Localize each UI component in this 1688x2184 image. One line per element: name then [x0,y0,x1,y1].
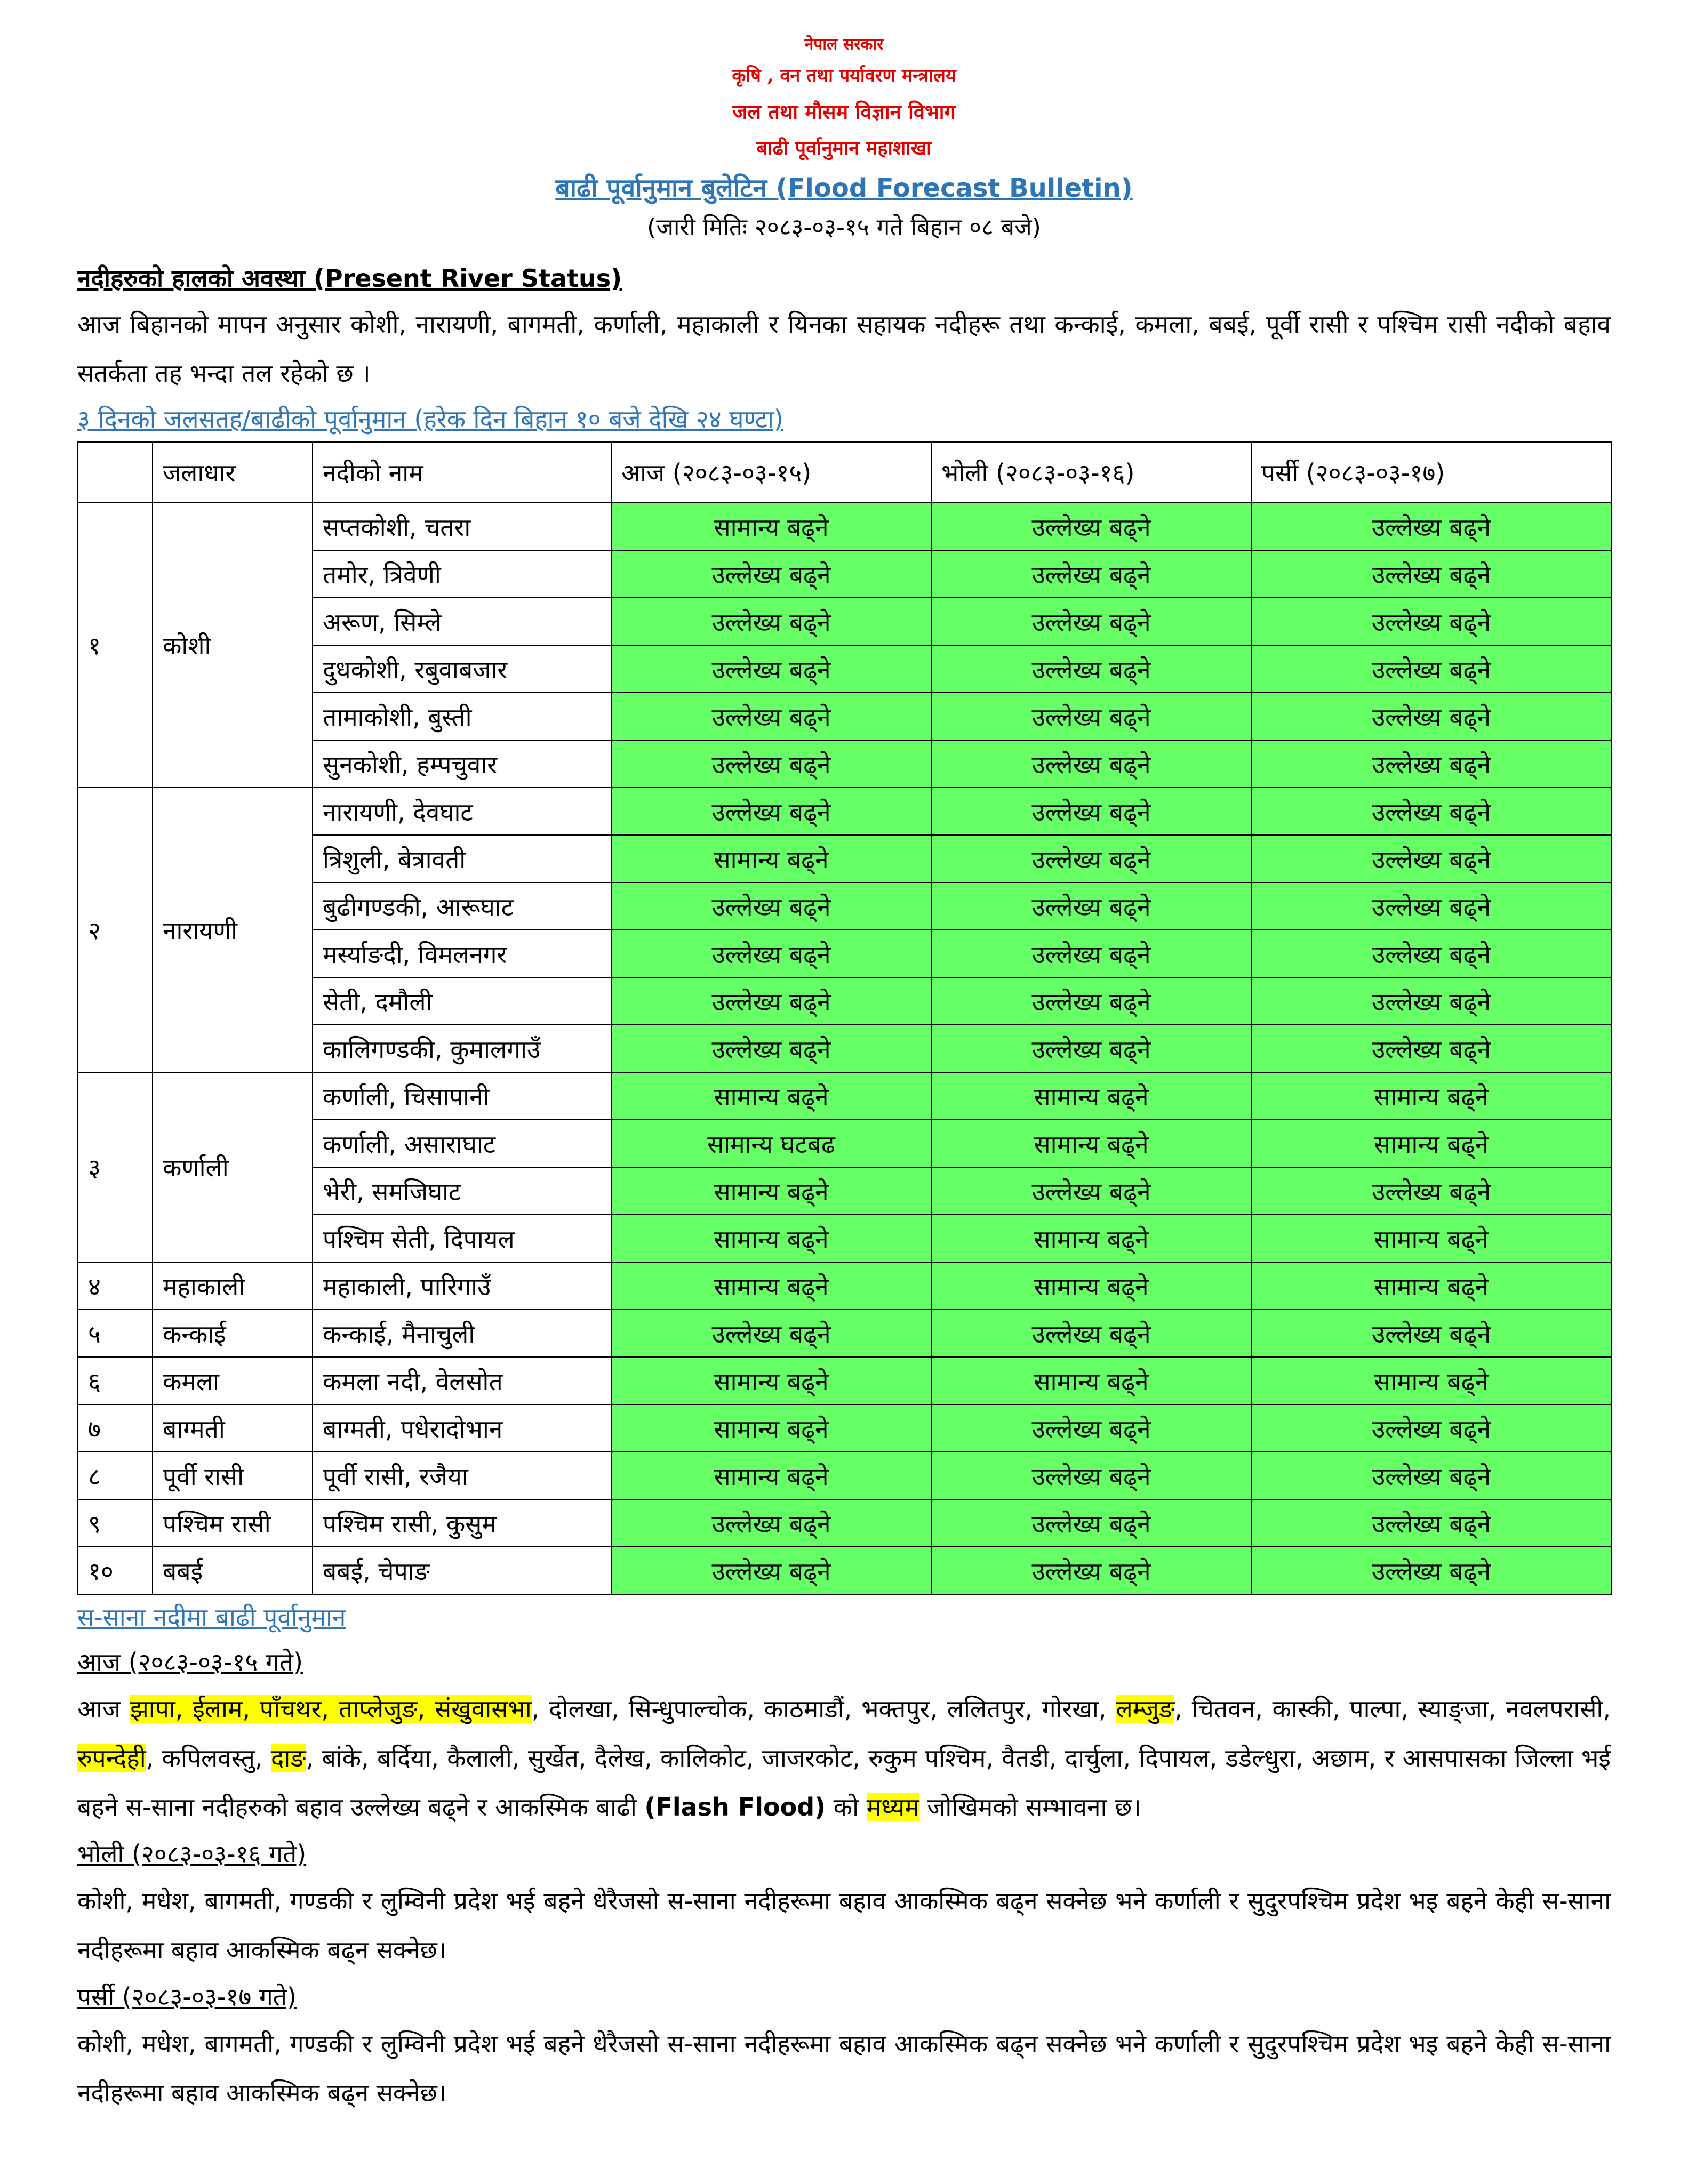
today-level-cell: सामान्य बढ्ने [611,835,931,882]
day-after-level-cell: उल्लेख्य बढ्ने [1251,503,1611,550]
department-name: जल तथा मौसम विज्ञान विभाग [732,100,956,124]
basin-name-cell: कर्णाली [153,1072,313,1262]
river-name-cell: अरूण, सिम्ले [313,598,611,645]
today-level-cell: उल्लेख्य बढ्ने [611,693,931,740]
basin-name-cell: कन्काई [153,1310,313,1357]
small-rivers-heading: स-साना नदीमा बाढी पूर्वानुमान [77,1603,346,1632]
tomorrow-level-cell: सामान्य बढ्ने [931,1262,1251,1310]
day-after-level-cell: सामान्य बढ्ने [1251,1262,1611,1310]
highlighted-text: झापा, ईलाम, पाँचथर, ताप्लेजुङ, संखुवासभा [130,1695,532,1723]
tomorrow-forecast-text: कोशी, मधेश, बागमती, गण्डकी र लुम्विनी प्रदेश भई बहने धेरैजसो स-साना नदीहरूमा बहाव आकस्मिक बढ्न सक्नेछ भने कर्णाली र सुदुरपश्चिम प्रदेश भइ बहने केही स-साना नदीहरूमा बहाव आकस्मिक बढ्न सक्नेछ। [77,1886,1611,1964]
table-row [78,1357,1611,1404]
forecast-heading: ३ दिनको जलसतह/बाढीको पूर्वानुमान (हरेक दिन बिहान १० बजे देखि २४ घण्टा) [77,405,783,433]
river-name-cell: पश्चिम सेती, दिपायल [313,1215,611,1262]
day-after-level-cell: उल्लेख्य बढ्ने [1251,1404,1611,1452]
tomorrow-level-cell: उल्लेख्य बढ्ने [931,1025,1251,1072]
river-name-cell: कर्णाली, असाराघाट [313,1120,611,1167]
river-name-cell: सेती, दमौली [313,977,611,1025]
ministry-name: कृषि , वन तथा पर्यावरण मन्त्रालय [732,65,956,86]
river-name-cell: बाग्मती, पधेरादोभान [313,1404,611,1452]
tomorrow-level-cell: उल्लेख्य बढ्ने [931,1452,1251,1499]
table-row [78,1452,1611,1499]
today-level-cell: उल्लेख्य बढ्ने [611,645,931,693]
tomorrow-level-cell: उल्लेख्य बढ्ने [931,1499,1251,1547]
basin-number-cell: १ [78,503,153,788]
basin-number-cell: ७ [78,1404,153,1452]
text-segment: (Flash Flood) [644,1793,826,1821]
table-header-row [78,442,1611,503]
day-after-level-cell: सामान्य बढ्ने [1251,1072,1611,1120]
today-level-cell: उल्लेख्य बढ्ने [611,1499,931,1547]
tomorrow-level-cell: उल्लेख्य बढ्ने [931,740,1251,788]
tomorrow-level-cell: उल्लेख्य बढ्ने [931,835,1251,882]
day-after-level-cell: उल्लेख्य बढ्ने [1251,1452,1611,1499]
river-name-cell: महाकाली, पारिगाउँ [313,1262,611,1310]
tomorrow-level-cell: सामान्य बढ्ने [931,1120,1251,1167]
col-header-river: नदीको नाम [313,442,611,503]
river-name-cell: तामाकोशी, बुस्ती [313,693,611,740]
today-level-cell: उल्लेख्य बढ्ने [611,1547,931,1594]
tomorrow-label: भोली (२०८३-०३-१६ गते) [77,1840,307,1868]
day-after-level-cell: सामान्य बढ्ने [1251,1120,1611,1167]
day-after-level-cell: उल्लेख्य बढ्ने [1251,693,1611,740]
day-after-label: पर्सी (२०८३-०३-१७ गते) [77,1982,297,2011]
river-name-cell: कमला नदी, वेलसोत [313,1357,611,1404]
basin-number-cell: ४ [78,1262,153,1310]
highlighted-text: मध्यम [866,1793,919,1821]
today-level-cell: सामान्य बढ्ने [611,1167,931,1215]
day-after-level-cell: उल्लेख्य बढ्ने [1251,930,1611,977]
basin-name-cell: बाग्मती [153,1404,313,1452]
today-level-cell: सामान्य घटबढ [611,1120,931,1167]
tomorrow-level-cell: उल्लेख्य बढ्ने [931,1547,1251,1594]
basin-name-cell: महाकाली [153,1262,313,1310]
basin-name-cell: पूर्वी रासी [153,1452,313,1499]
tomorrow-level-cell: उल्लेख्य बढ्ने [931,882,1251,930]
bulletin-page [77,32,1611,2117]
highlighted-text: दाङ [270,1744,306,1772]
table-row [78,1262,1611,1310]
day-after-level-cell: उल्लेख्य बढ्ने [1251,1167,1611,1215]
day-after-level-cell: उल्लेख्य बढ्ने [1251,1499,1611,1547]
col-header-number [78,442,153,503]
basin-number-cell: ५ [78,1310,153,1357]
basin-number-cell: २ [78,788,153,1072]
division-name: बाढी पूर्वानुमान महाशाखा [756,137,932,159]
river-name-cell: कालिगण्डकी, कुमालगाउँ [313,1025,611,1072]
today-level-cell: सामान्य बढ्ने [611,1262,931,1310]
day-after-level-cell: उल्लेख्य बढ्ने [1251,977,1611,1025]
river-name-cell: मर्स्याङदी, विमलनगर [313,930,611,977]
table-row [78,1404,1611,1452]
today-level-cell: सामान्य बढ्ने [611,1404,931,1452]
day-after-level-cell: सामान्य बढ्ने [1251,1215,1611,1262]
today-level-cell: उल्लेख्य बढ्ने [611,788,931,835]
tomorrow-level-cell: उल्लेख्य बढ्ने [931,1167,1251,1215]
today-level-cell: उल्लेख्य बढ्ने [611,882,931,930]
today-level-cell: उल्लेख्य बढ्ने [611,1025,931,1072]
day-after-level-cell: उल्लेख्य बढ्ने [1251,1310,1611,1357]
table-row [78,1310,1611,1357]
tomorrow-level-cell: उल्लेख्य बढ्ने [931,598,1251,645]
tomorrow-level-cell: उल्लेख्य बढ्ने [931,1310,1251,1357]
highlighted-text: रुपन्देही [77,1744,146,1772]
table-row [78,1547,1611,1594]
text-segment: को [826,1793,867,1821]
today-level-cell: सामान्य बढ्ने [611,1452,931,1499]
basin-number-cell: ८ [78,1452,153,1499]
text-segment: , बांके, बर्दिया, कैलाली, सुर्खेत, दैलेख, कालिकोट, जाजरकोट, रुकुम पश्चिम, वैतडी, दार्चुला, दिपायल, डडेल्धुरा, अछाम, र आसपासका जिल्ला भई बहने स-साना नदीहरुको बहाव उल्लेख्य बढ्ने र आकस्मिक बाढी [77,1744,1611,1821]
river-name-cell: कर्णाली, चिसापानी [313,1072,611,1120]
text-segment: जोखिमको सम्भावना छ। [919,1793,1141,1821]
tomorrow-level-cell: सामान्य बढ्ने [931,1215,1251,1262]
forecast-table [77,441,1612,1595]
basin-name-cell: कमला [153,1357,313,1404]
table-row [78,503,1611,550]
day-after-level-cell: उल्लेख्य बढ्ने [1251,882,1611,930]
col-header-day-after: पर्सी (२०८३-०३-१७) [1251,442,1611,503]
table-row [78,1499,1611,1547]
present-status-text: आज बिहानको मापन अनुसार कोशी, नारायणी, बागमती, कर्णाली, महाकाली र यिनका सहायक नदीहरू तथा कन्काई, कमला, बबई, पूर्वी रासी र पश्चिम रासी नदीको बहाव सतर्कता तह भन्दा तल रहेको छ । [77,310,1611,388]
river-name-cell: सप्तकोशी, चतरा [313,503,611,550]
day-after-level-cell: उल्लेख्य बढ्ने [1251,1025,1611,1072]
today-forecast-text [77,1684,1611,1832]
today-level-cell: सामान्य बढ्ने [611,503,931,550]
tomorrow-level-cell: उल्लेख्य बढ्ने [931,693,1251,740]
day-after-level-cell: उल्लेख्य बढ्ने [1251,550,1611,598]
present-status-heading: नदीहरुको हालको अवस्था (Present River Status) [77,264,622,293]
basin-name-cell: कोशी [153,503,313,788]
tomorrow-level-cell: उल्लेख्य बढ्ने [931,930,1251,977]
day-after-level-cell: उल्लेख्य बढ्ने [1251,1547,1611,1594]
today-level-cell: उल्लेख्य बढ्ने [611,977,931,1025]
day-after-level-cell: उल्लेख्य बढ्ने [1251,740,1611,788]
day-after-forecast-text: कोशी, मधेश, बागमती, गण्डकी र लुम्विनी प्रदेश भई बहने धेरैजसो स-साना नदीहरूमा बहाव आकस्मिक बढ्न सक्नेछ भने कर्णाली र सुदुरपश्चिम प्रदेश भइ बहने केही स-साना नदीहरूमा बहाव आकस्मिक बढ्न सक्नेछ। [77,2029,1611,2107]
text-segment: , कपिलवस्तु, [146,1744,271,1772]
basin-name-cell: बबई [153,1547,313,1594]
text-segment: आज [77,1695,131,1723]
col-header-basin: जलाधार [153,442,313,503]
highlighted-text: लम्जुङ [1116,1695,1175,1723]
basin-name-cell: पश्चिम रासी [153,1499,313,1547]
today-level-cell: सामान्य बढ्ने [611,1215,931,1262]
tomorrow-level-cell: उल्लेख्य बढ्ने [931,550,1251,598]
text-segment: , चितवन, कास्की, पाल्पा, स्याङ्जा, नवलपरासी, [1174,1695,1611,1723]
day-after-level-cell: उल्लेख्य बढ्ने [1251,645,1611,693]
issue-date: (जारी मितिः २०८३-०३-१५ गते बिहान ०८ बजे) [647,214,1041,241]
tomorrow-level-cell: उल्लेख्य बढ्ने [931,1404,1251,1452]
river-name-cell: पूर्वी रासी, रजैया [313,1452,611,1499]
col-header-tomorrow: भोली (२०८३-०३-१६) [931,442,1251,503]
river-name-cell: बुढीगण्डकी, आरूघाट [313,882,611,930]
tomorrow-level-cell: सामान्य बढ्ने [931,1357,1251,1404]
basin-number-cell: ९ [78,1499,153,1547]
tomorrow-level-cell: सामान्य बढ्ने [931,1072,1251,1120]
today-level-cell: सामान्य बढ्ने [611,1072,931,1120]
river-name-cell: पश्चिम रासी, कुसुम [313,1499,611,1547]
river-name-cell: दुधकोशी, रबुवाबजार [313,645,611,693]
government-name: नेपाल सरकार [804,35,884,54]
day-after-level-cell: उल्लेख्य बढ्ने [1251,788,1611,835]
river-name-cell: नारायणी, देवघाट [313,788,611,835]
tomorrow-level-cell: उल्लेख्य बढ्ने [931,503,1251,550]
day-after-level-cell: उल्लेख्य बढ्ने [1251,835,1611,882]
bulletin-title: बाढी पूर्वानुमान बुलेटिन (Flood Forecast Bulletin) [555,173,1133,203]
table-row [78,788,1611,835]
today-level-cell: उल्लेख्य बढ्ने [611,740,931,788]
today-level-cell: उल्लेख्य बढ्ने [611,598,931,645]
river-name-cell: कन्काई, मैनाचुली [313,1310,611,1357]
river-name-cell: त्रिशुली, बेत्रावती [313,835,611,882]
today-label: आज (२०८३-०३-१५ गते) [77,1648,303,1676]
basin-number-cell: ६ [78,1357,153,1404]
today-level-cell: उल्लेख्य बढ्ने [611,550,931,598]
today-level-cell: उल्लेख्य बढ्ने [611,1310,931,1357]
table-row [78,1072,1611,1120]
tomorrow-level-cell: उल्लेख्य बढ्ने [931,645,1251,693]
river-name-cell: भेरी, समजिघाट [313,1167,611,1215]
tomorrow-level-cell: उल्लेख्य बढ्ने [931,977,1251,1025]
river-name-cell: बबई, चेपाङ [313,1547,611,1594]
basin-number-cell: ३ [78,1072,153,1262]
text-segment: , दोलखा, सिन्धुपाल्चोक, काठमाडौं, भक्तपुर, ललितपुर, गोरखा, [531,1695,1116,1723]
river-name-cell: सुनकोशी, हम्पचुवार [313,740,611,788]
col-header-today: आज (२०८३-०३-१५) [611,442,931,503]
basin-number-cell: १० [78,1547,153,1594]
day-after-level-cell: सामान्य बढ्ने [1251,1357,1611,1404]
forecast-table-body [78,503,1611,1594]
today-level-cell: सामान्य बढ्ने [611,1357,931,1404]
day-after-level-cell: उल्लेख्य बढ्ने [1251,598,1611,645]
basin-name-cell: नारायणी [153,788,313,1072]
river-name-cell: तमोर, त्रिवेणी [313,550,611,598]
tomorrow-level-cell: उल्लेख्य बढ्ने [931,788,1251,835]
today-level-cell: उल्लेख्य बढ्ने [611,930,931,977]
